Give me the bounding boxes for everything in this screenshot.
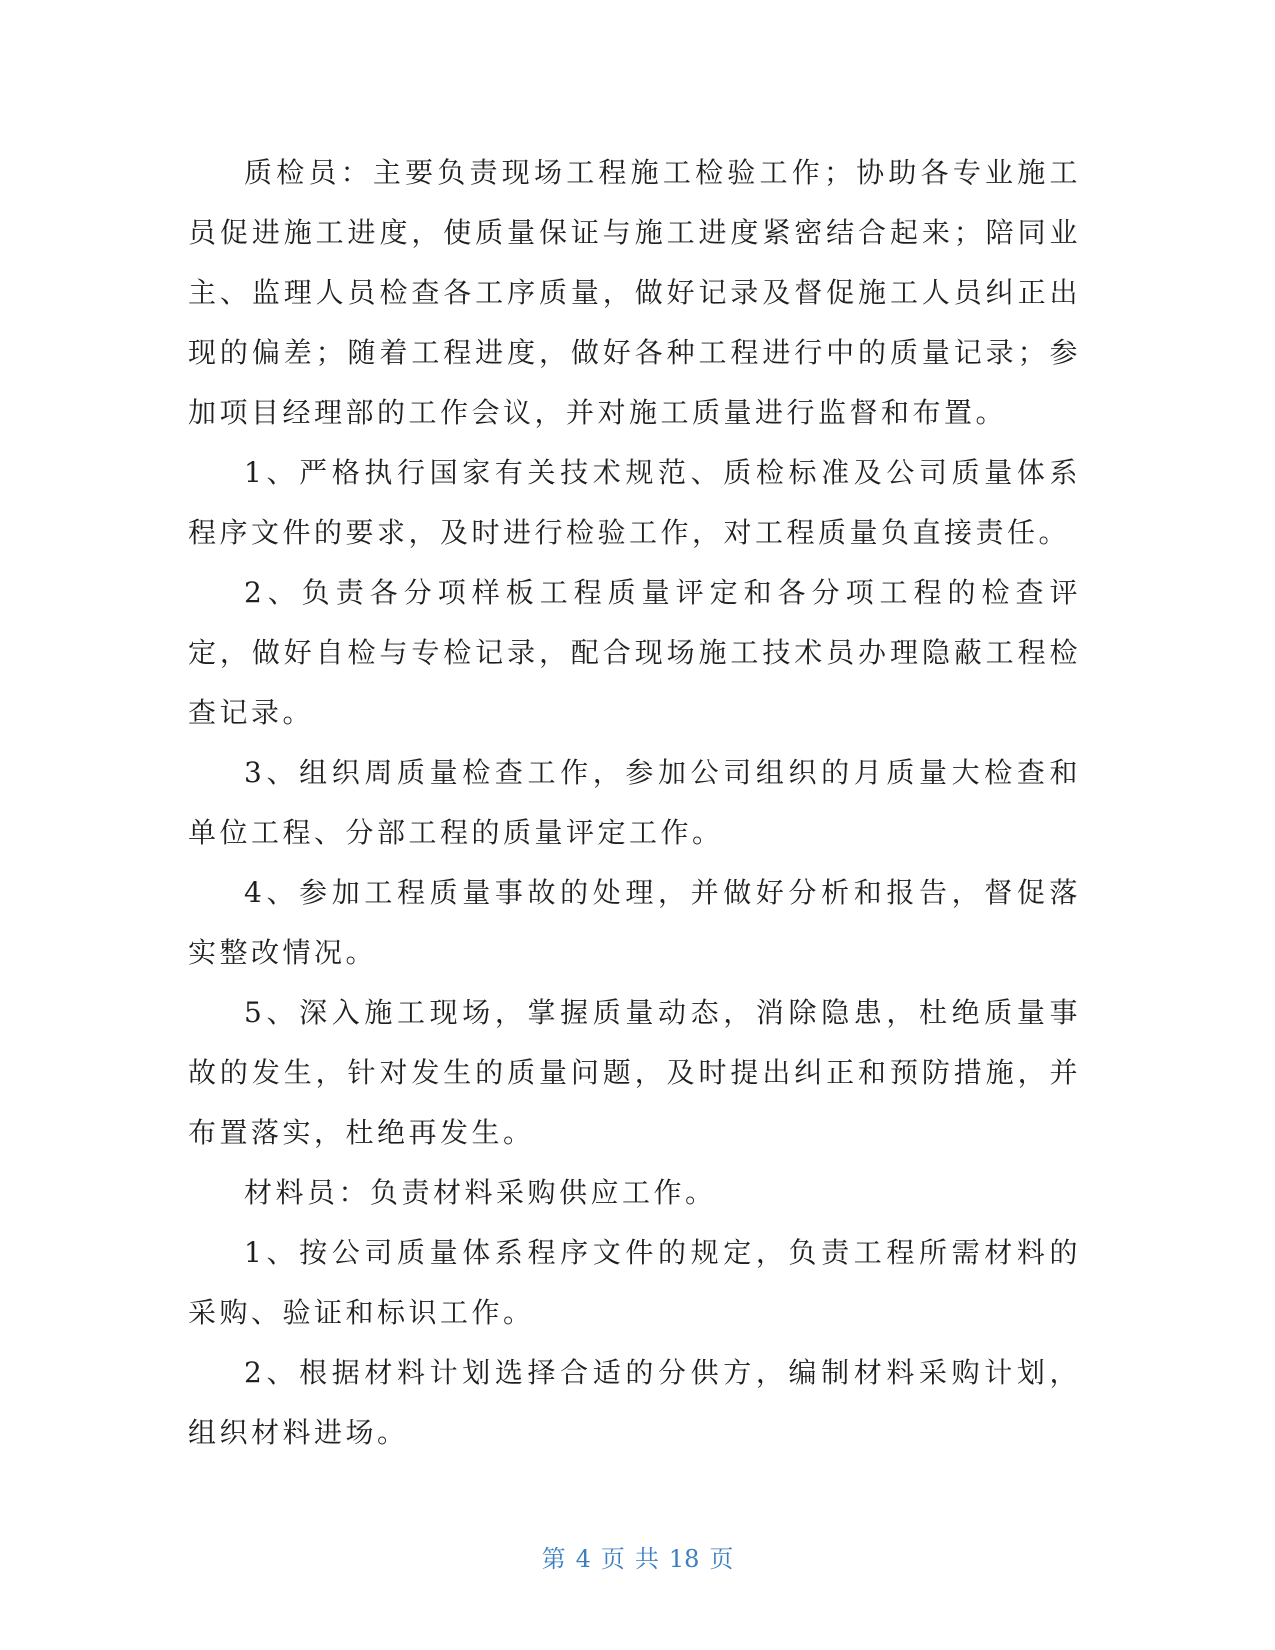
paragraph-item-5: 5、深入施工现场，掌握质量动态，消除隐患，杜绝质量事故的发生，针对发生的质量问题，及时提出纠正和预防措施，并布置落实，杜绝再发生。 bbox=[188, 996, 1081, 1149]
paragraph-item-4: 4、参加工程质量事故的处理，并做好分析和报告，督促落实整改情况。 bbox=[188, 876, 1081, 969]
footer-current-page: 4 bbox=[575, 1545, 591, 1573]
paragraph-quality-inspector: 质检员：主要负责现场工程施工检验工作；协助各专业施工员促进施工进度，使质量保证与施工进度紧密结合起来；陪同业主、监理人员检查各工序质量，做好记录及督促施工人员纠正出现的偏差；随着工程进度，做好各种工程进行中的质量记录；参加项目经理部的工作会议，并对施工质量进行监督和布置。 bbox=[188, 156, 1081, 429]
paragraph-material-item-1: 1、按公司质量体系程序文件的规定，负责工程所需材料的采购、验证和标识工作。 bbox=[188, 1236, 1081, 1329]
paragraph-item-2: 2、负责各分项样板工程质量评定和各分项工程的检查评定，做好自检与专检记录，配合现场施工技术员办理隐蔽工程检查记录。 bbox=[188, 576, 1081, 729]
paragraph-material-item-2: 2、根据材料计划选择合适的分供方，编制材料采购计划，组织材料进场。 bbox=[188, 1356, 1081, 1449]
footer-page-unit: 页 bbox=[600, 1545, 625, 1573]
footer-total-label: 共 bbox=[634, 1545, 659, 1573]
page-footer bbox=[0, 1543, 1275, 1575]
paragraph-item-1: 1、严格执行国家有关技术规范、质检标准及公司质量体系程序文件的要求，及时进行检验工作，对工程质量负直接责任。 bbox=[188, 456, 1081, 549]
footer-total-pages: 18 bbox=[668, 1545, 700, 1573]
footer-total-unit: 页 bbox=[709, 1545, 734, 1573]
document-body bbox=[188, 143, 1081, 1463]
footer-page-label: 第 bbox=[541, 1545, 566, 1573]
paragraph-material-clerk: 材料员：负责材料采购供应工作。 bbox=[244, 1176, 717, 1209]
paragraph-item-3: 3、组织周质量检查工作，参加公司组织的月质量大检查和单位工程、分部工程的质量评定工作。 bbox=[188, 756, 1081, 849]
